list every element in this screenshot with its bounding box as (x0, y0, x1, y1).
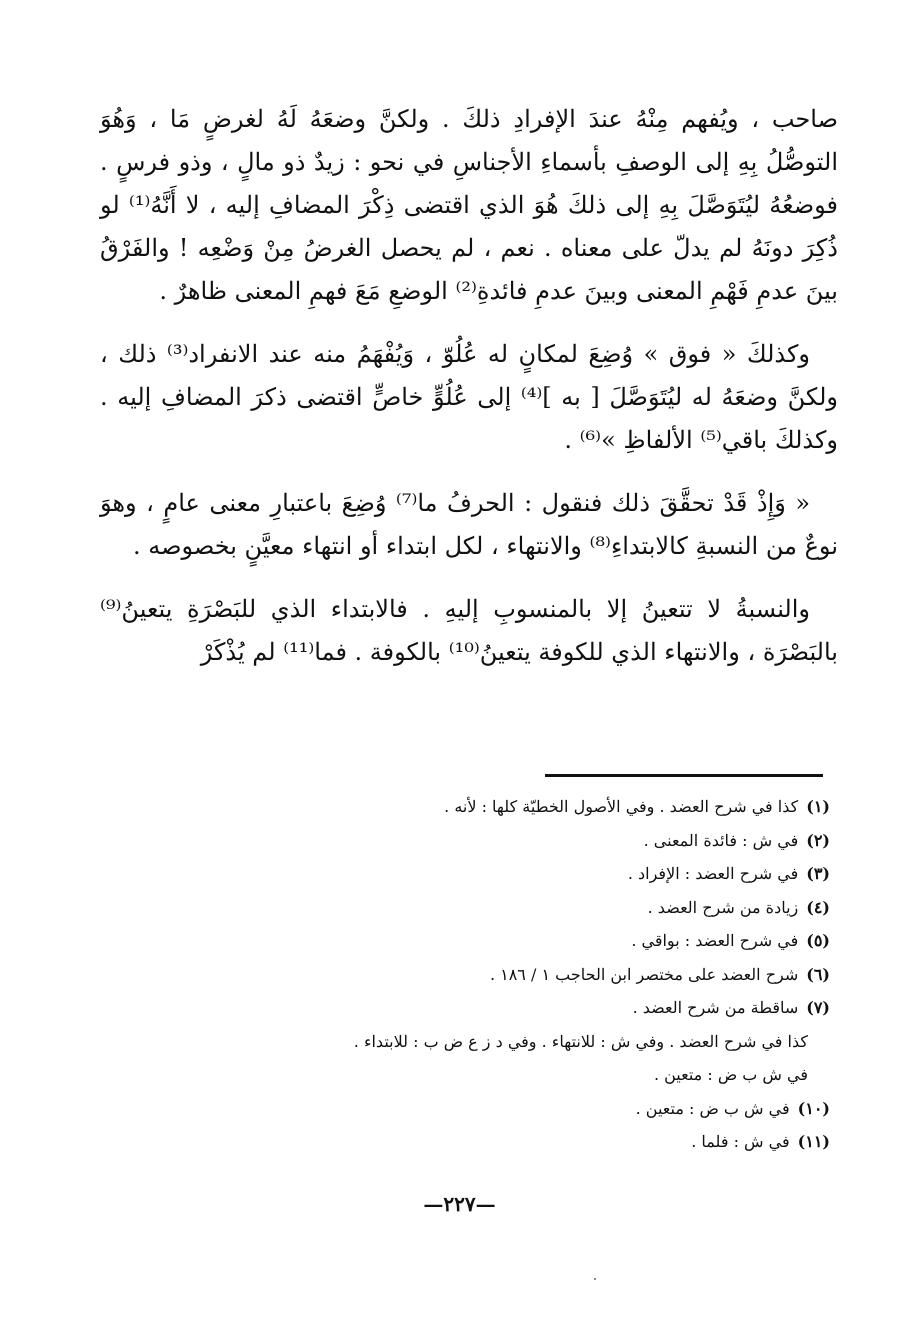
footnote-text: كذا في شرح العضد . وفي الأصول الخطيّة كلها : لأنه . (444, 797, 799, 816)
page-number: —٢٢٧— (423, 1192, 496, 1216)
footnote-text: في ش : فائدة المعنى . (643, 830, 799, 850)
footnote-3 (150, 857, 830, 891)
footnote-8 (150, 1025, 830, 1059)
footnote-text: كذا في شرح العضد . وفي ش : للانتهاء . وفي د ز ع ض ب : للابتداء . (353, 1031, 808, 1051)
footnote-text: شرح العضد على مختصر ابن الحاجب ١ / ١٨٦ . (489, 964, 799, 984)
footnote-number: (٦) (806, 964, 830, 984)
footnote-2 (150, 824, 830, 858)
scan-speck (594, 1278, 596, 1280)
footnote-4 (150, 891, 830, 925)
footnote-number: (١٠) (797, 1098, 830, 1118)
footnote-text: زيادة من شرح العضد . (647, 897, 799, 917)
footnote-11 (150, 1125, 830, 1159)
footnote-number: (١١) (797, 1132, 830, 1151)
paragraph-4: والنسبةُ لا تتعينُ إلا بالمنسوبِ إليهِ . فالابتداء الذي للبَصْرَةِ يتعينُ⁽⁹⁾ بالبَصْرَة ، والانتهاء الذي للكوفة يتعينُ⁽¹⁰⁾ بالكوفة . فما⁽¹¹⁾ لم يُذْكَرْ (100, 595, 838, 666)
footnote-text: في ش ب ض : متعين . (635, 1098, 790, 1118)
paragraph-2: وكذلكَ « فوق » وُضِعَ لمكانٍ له عُلُوّ ، وَيُفْهَمُ منه عند الانفراد⁽³⁾ ذلك ، ولكنَّ وضعَهُ له ليُتَوَصَّلَ [ به ]⁽⁴⁾ إلى عُلُوٍّ خاصٍّ اقتضى ذكرَ المضافِ إليه . وكذلكَ باقي⁽⁵⁾ الألفاظِ »⁽⁶⁾ . (100, 340, 838, 454)
footnote-7 (150, 991, 830, 1025)
footnote-text: في ش ب ض : متعين . (653, 1065, 808, 1084)
footnote-1 (150, 790, 830, 824)
main-text (100, 98, 838, 674)
footnotes (150, 790, 830, 1159)
paragraph-1: صاحب ، ويُفهم مِنْهُ عندَ الإفرادِ ذلكَ . ولكنَّ وضعَهُ لَهُ لغرضٍ مَا ، وَهُوَ التوصُّلُ بِهِ إلى الوصفِ بأسماءِ الأجناسِ في نحو : زيدٌ ذو مالٍ ، وذو فرسٍ . فوضعُهُ ليُتَوَصَّلَ بِهِ إلى ذلكَ هُوَ الذي اقتضى ذِكْرَ المضافِ إليه ، لا أَنَّهُ⁽¹⁾ لو ذُكِرَ دونَهُ لم يدلّ على معناه . نعم ، لم يحصل الغرضُ مِنْ وَضْعِه ! والفَرْقُ بينَ عدمِ فَهْمِ المعنى وبينَ عدمِ فائدةِ⁽²⁾ الوضعِ مَعَ فهمِ المعنى ظاهرٌ . (100, 105, 839, 305)
footnote-text: في شرح العضد : الإفراد . (627, 864, 799, 883)
footnote-number: (٢) (806, 830, 830, 850)
footnote-number: (٤) (806, 897, 830, 917)
footnote-number: (٥) (806, 931, 830, 950)
footnote-9 (150, 1058, 830, 1092)
footnote-text: في ش : فلما . (691, 1132, 790, 1151)
footnote-separator (545, 774, 823, 777)
footnote-number: (٣) (806, 864, 830, 883)
footnote-text: في شرح العضد : بواقي . (631, 931, 799, 950)
footnote-6 (150, 958, 830, 992)
footnote-5 (150, 924, 830, 958)
footnote-10 (150, 1092, 830, 1126)
footnote-text: ساقطة من شرح العضد . (632, 998, 799, 1017)
footnote-number: (١) (806, 797, 830, 816)
footnote-number: (٧) (806, 998, 830, 1017)
paragraph-3: « وَإِذْ قَدْ تحقَّقَ ذلك فنقول : الحرفُ ما⁽⁷⁾ وُضِعَ باعتبارِ معنى عامٍ ، وهوَ نوعٌ من النسبةِ كالابتداءِ⁽⁸⁾ والانتهاء ، لكل ابتداء أو انتهاء معيَّنٍ بخصوصه . (100, 489, 838, 560)
